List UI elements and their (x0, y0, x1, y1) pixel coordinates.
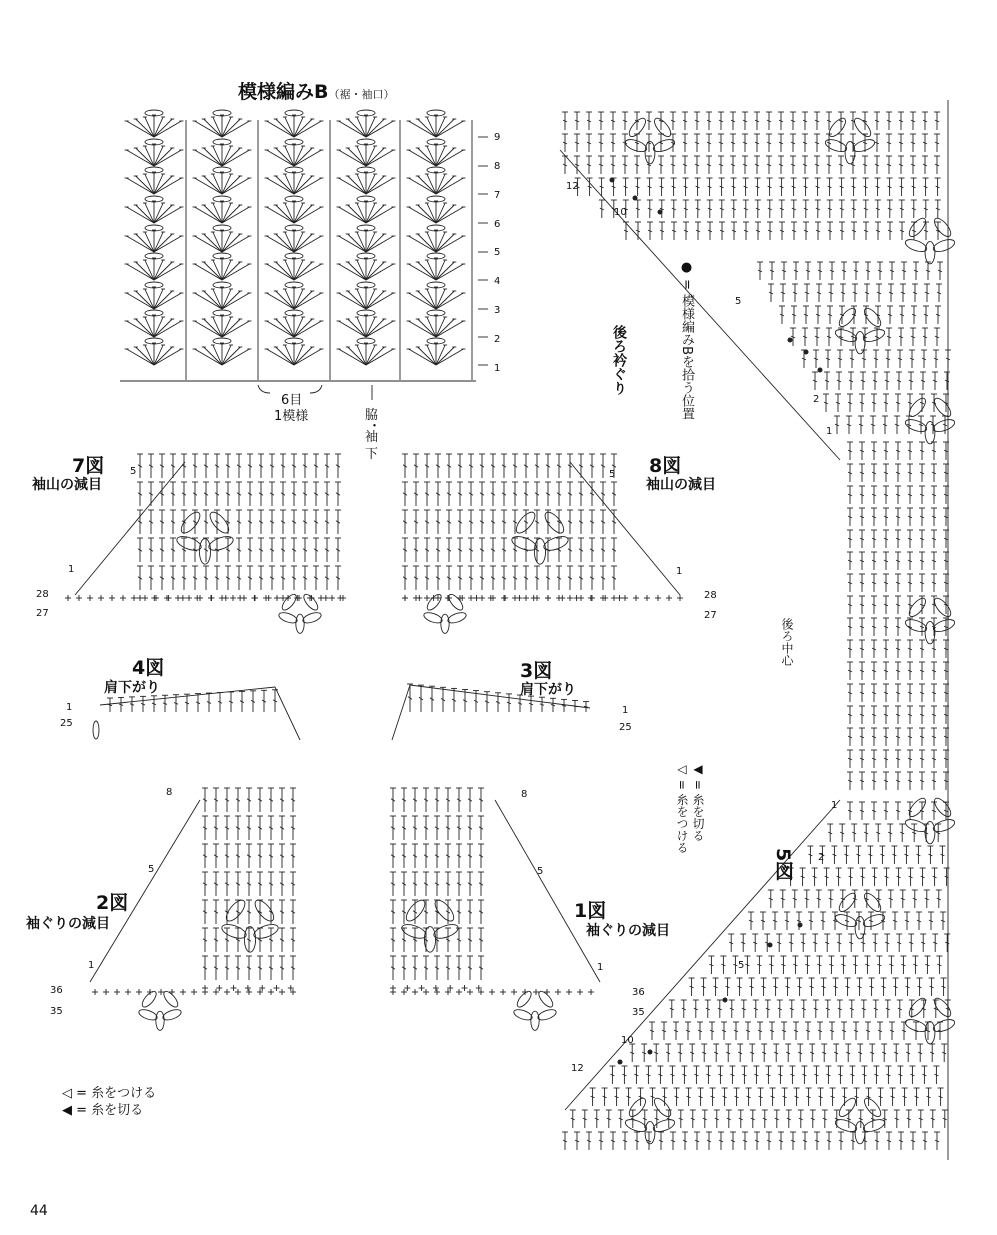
repeat-label-stitches: 6目 (281, 393, 303, 408)
fig1-label-36: 36 (632, 987, 645, 998)
chain-oval (432, 897, 457, 924)
fig8-label-28: 28 (704, 590, 717, 601)
chain-oval (93, 721, 99, 739)
chain-oval (278, 611, 299, 625)
pattern-b-row-8: 8 (494, 161, 501, 172)
chain-oval (296, 614, 304, 633)
chain-oval (252, 897, 277, 924)
fig5-center-label: 後ろ中心 (780, 618, 794, 666)
legend-cut: ◀ = 糸を切る (62, 1103, 144, 1118)
chain-oval (645, 141, 655, 163)
chain-oval (447, 611, 468, 625)
chain-oval (862, 306, 884, 329)
chain-oval (932, 237, 956, 254)
side-label-3: 袖 (365, 430, 379, 445)
chain-oval (178, 509, 203, 536)
chain-oval (537, 1008, 558, 1022)
chain-oval (906, 996, 928, 1019)
fig7-caption: 袖山の減目 (32, 477, 102, 493)
chain-oval (855, 916, 865, 938)
repeat-label-repeat: 1模様 (274, 409, 309, 424)
chain-oval (301, 592, 320, 612)
fig5-neck-label: 後ろ衿ぐり (611, 325, 627, 395)
vertical-legend-attach: ◁ = 糸をつける (675, 762, 689, 854)
fig1-label-1: 1 (597, 962, 604, 973)
page-number: 44 (30, 1203, 48, 1219)
chain-oval (175, 534, 203, 553)
chain-oval (932, 817, 956, 834)
pattern-b-chart (120, 110, 488, 400)
chain-oval (852, 116, 874, 139)
fig4-label-1: 1 (66, 702, 73, 713)
chain-oval (542, 509, 567, 536)
pickup-dot (788, 338, 793, 343)
pickup-dot (618, 1060, 623, 1065)
fig5-bottom-row-2: 2 (818, 852, 825, 863)
chain-oval (904, 817, 928, 834)
chain-oval (302, 611, 323, 625)
pattern-b-row-5: 5 (494, 247, 501, 258)
fig5-neck-row-2: 2 (813, 394, 820, 405)
chain-oval (862, 891, 884, 914)
chain-oval (904, 237, 928, 254)
fig5-pickup-note: ● = 模様編みBを拾う位置 (679, 260, 694, 421)
pattern-b-title-text: 模様編みB (238, 81, 329, 103)
chain-oval (925, 1021, 935, 1043)
fig7-number: 7図 (72, 455, 105, 477)
neck-slope (560, 150, 840, 460)
side-label-4: 下 (365, 447, 379, 462)
chain-oval (652, 116, 674, 139)
fig5-chart (560, 100, 956, 1160)
chain-oval (904, 617, 928, 634)
side-label-1: 脇 (365, 408, 379, 423)
pickup-dot (648, 1050, 653, 1055)
chain-oval (207, 534, 235, 553)
fig2-label-5: 5 (148, 864, 155, 875)
chain-oval (845, 141, 855, 163)
fig2-number: 2図 (96, 892, 129, 914)
chain-oval (834, 1117, 858, 1134)
chain-oval (156, 1011, 164, 1030)
fig4-caption: 肩下がり (104, 680, 160, 696)
pickup-dot (818, 368, 823, 373)
fig1-number: 1図 (574, 900, 607, 922)
fig2-label-36: 36 (50, 985, 63, 996)
chain-oval (652, 1117, 676, 1134)
chain-oval (138, 1008, 159, 1022)
chain-oval (932, 996, 954, 1019)
chain-oval (645, 1121, 655, 1143)
fig8-number: 8図 (649, 455, 682, 477)
fig5-bottom-row-10: 10 (621, 1035, 634, 1046)
fig5-neck-row-5: 5 (735, 296, 742, 307)
fig3-label-25: 25 (619, 722, 632, 733)
fig1-label-35: 35 (632, 1007, 645, 1018)
fig1-chart (390, 788, 600, 1030)
chain-oval (423, 611, 444, 625)
bottom-slope (565, 800, 840, 1110)
pickup-dot (658, 210, 663, 215)
chain-oval (425, 592, 444, 612)
slope-edge (495, 800, 600, 982)
pickup-dot (804, 350, 809, 355)
chain-oval (162, 1008, 183, 1022)
pattern-b-row-1: 1 (494, 363, 501, 374)
pickup-dot (723, 998, 728, 1003)
fig7-label-5: 5 (130, 466, 137, 477)
chain-oval (855, 1121, 865, 1143)
side-label-2: ・ (368, 419, 382, 434)
chain-oval (510, 534, 538, 553)
chain-oval (855, 331, 865, 353)
fig7-chart (65, 454, 346, 633)
fig2-label-35: 35 (50, 1006, 63, 1017)
chain-oval (624, 137, 648, 154)
pattern-b-row-9: 9 (494, 132, 501, 143)
fig3-caption: 肩下がり (520, 682, 576, 698)
chain-oval (836, 306, 858, 329)
chain-oval (542, 534, 570, 553)
chain-oval (199, 539, 210, 565)
chain-oval (852, 137, 876, 154)
chain-oval (252, 922, 280, 941)
pickup-dot (798, 923, 803, 928)
fig5-bottom-row-5: 5 (738, 960, 745, 971)
chain-oval (932, 617, 956, 634)
chain-oval (932, 1017, 956, 1034)
chain-oval (836, 1096, 858, 1119)
fig7-label-27: 27 (36, 608, 49, 619)
fig5-bottom-row-1: 1 (831, 800, 838, 811)
pattern-b-row-2: 2 (494, 334, 501, 345)
fig1-caption: 袖ぐりの減目 (586, 923, 670, 939)
chain-oval (513, 1008, 534, 1022)
chain-oval (531, 1011, 539, 1030)
chain-oval (862, 327, 886, 344)
fig5-number: 5図 (772, 848, 794, 881)
pattern-b-row-3: 3 (494, 305, 501, 316)
chain-oval (826, 116, 848, 139)
fig5-neck-row-1: 1 (826, 426, 833, 437)
chain-oval (932, 596, 954, 619)
vertical-legend-cut: ◀ = 糸を切る (691, 762, 705, 842)
fig5-bottom-row-12: 12 (571, 1063, 584, 1074)
chain-oval (904, 417, 928, 434)
pickup-dot (768, 943, 773, 948)
pickup-dot (633, 196, 638, 201)
fig8-label-1: 1 (676, 566, 683, 577)
fig1-label-8: 8 (521, 789, 528, 800)
fig2-caption: 袖ぐりの減目 (26, 916, 110, 932)
fig4-number: 4図 (132, 657, 165, 679)
chain-oval (906, 216, 928, 239)
fig8-label-5: 5 (609, 469, 616, 480)
fig2-label-8: 8 (166, 787, 173, 798)
chain-oval (925, 621, 935, 643)
chain-oval (534, 539, 545, 565)
fig4-label-25: 25 (60, 718, 73, 729)
pattern-b-row-7: 7 (494, 190, 501, 201)
fig5-neck-row-12: 12 (566, 181, 579, 192)
pattern-b-row-6: 6 (494, 219, 501, 230)
chain-oval (925, 241, 935, 263)
slope-edge (275, 687, 300, 740)
chain-oval (432, 922, 460, 941)
chain-oval (834, 327, 858, 344)
fig8-chart (402, 454, 683, 633)
fig7-label-1: 1 (68, 564, 75, 575)
chain-oval (932, 417, 956, 434)
chain-oval (652, 137, 676, 154)
pattern-b-row-4: 4 (494, 276, 501, 287)
chain-oval (441, 614, 449, 633)
chain-oval (244, 927, 255, 953)
fig3-label-1: 1 (622, 705, 629, 716)
fig5-neck-row-10: 10 (614, 207, 627, 218)
chain-oval (652, 1096, 674, 1119)
pattern-b-subtitle: （裾・袖口） (328, 88, 395, 101)
pattern-b-title (238, 77, 394, 104)
fig3-number: 3図 (520, 660, 553, 682)
chain-oval (824, 137, 848, 154)
pickup-dot (610, 178, 615, 183)
fig7-label-28: 28 (36, 589, 49, 600)
legend-attach: ◁ = 糸をつける (62, 1086, 157, 1101)
chain-oval (932, 796, 954, 819)
fig8-caption: 袖山の減目 (646, 477, 716, 493)
chain-oval (932, 216, 954, 239)
fig1-label-5: 5 (537, 866, 544, 877)
fig2-label-1: 1 (88, 960, 95, 971)
slope-edge (392, 685, 410, 740)
fig8-label-27: 27 (704, 610, 717, 621)
chain-oval (220, 922, 248, 941)
